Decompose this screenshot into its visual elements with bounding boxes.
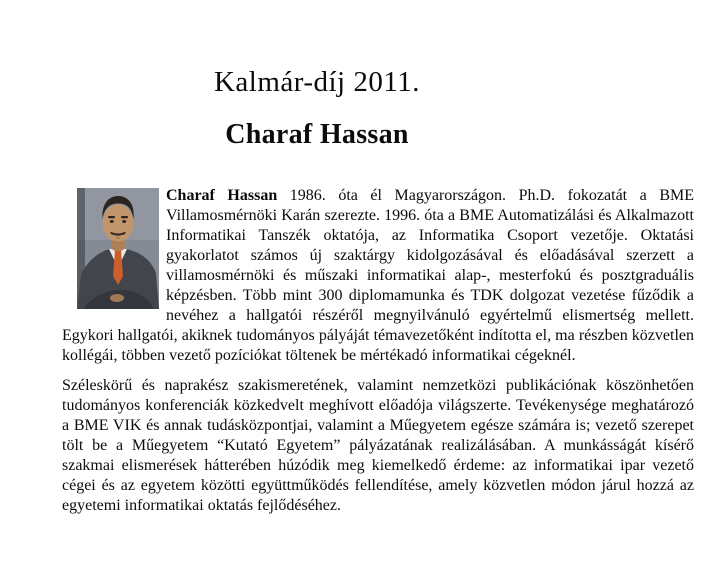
paragraph-biography-text: 1986. óta él Magyarországon. Ph.D. fokozatát a BME Villamosmérnöki Karán szerezte. 1996. óta a BME Automatizálási és Alkalmazott Informatikai Tanszék oktatója, az Informatika Csoport vezetője. Oktatási gyakorlatot számos új szaktárgy kidolgozásával és előadásával szerzett a villamosmérnöki és műszaki informatikai alap-, mesterfokú és posztgraduális képzésben. Több mint 300 diplomamunka és TDK dolgozat vezetése fűződik a nevéhez a hallgatói részéről megnyilvánuló egyértelmű elismertség mellett. Egykori hallgatói, akiknek tudományos pályáját témavezetőként indította el, ma részben közvetlen kollégái, többen vezető pozíciókat töltenek be mértékadó informatikai cégeknél. <box>62 187 694 364</box>
paragraph-biography <box>62 186 694 366</box>
mouth-line <box>117 238 120 239</box>
laureate-name-heading: Charaf Hassan <box>225 119 409 150</box>
head-shape <box>103 205 134 242</box>
portrait-photo <box>77 188 159 309</box>
right-eyebrow-shape <box>121 216 128 218</box>
paragraph-achievements: Széleskörű és naprakész szakismeretének, valamint nemzetközi publikációnak köszönhetően tudományos konferenciák közkedvelt meghívott előadója világszerte. Tevékenysége meghatározó a BME VIK és annak tudásközpontjai, valamint a Műegyetem egésze számára is; vezető szerepet tölt be a Műegyetem “Kutató Egyetem” pályázatának realizálásában. A munkásságát kísérő szakmai elismerések hátterében húzódik meg kiemelkedő érdeme: az informatikai ipar vezető cégei és az egyetem közötti együttműködés fellendítése, amely közvetlen módon járul hozzá az egyetemi informatikai oktatás fejlődéséhez. <box>62 377 694 514</box>
document-body <box>62 186 694 516</box>
portrait-photo-illustration <box>77 188 159 309</box>
left-eye-shape <box>110 220 114 223</box>
page-title: Kalmár-díj 2011. <box>213 66 421 98</box>
hand-shape <box>110 294 124 302</box>
bold-lead-name: Charaf Hassan <box>166 187 278 204</box>
right-eye-shape <box>122 220 126 223</box>
left-eyebrow-shape <box>108 216 115 218</box>
